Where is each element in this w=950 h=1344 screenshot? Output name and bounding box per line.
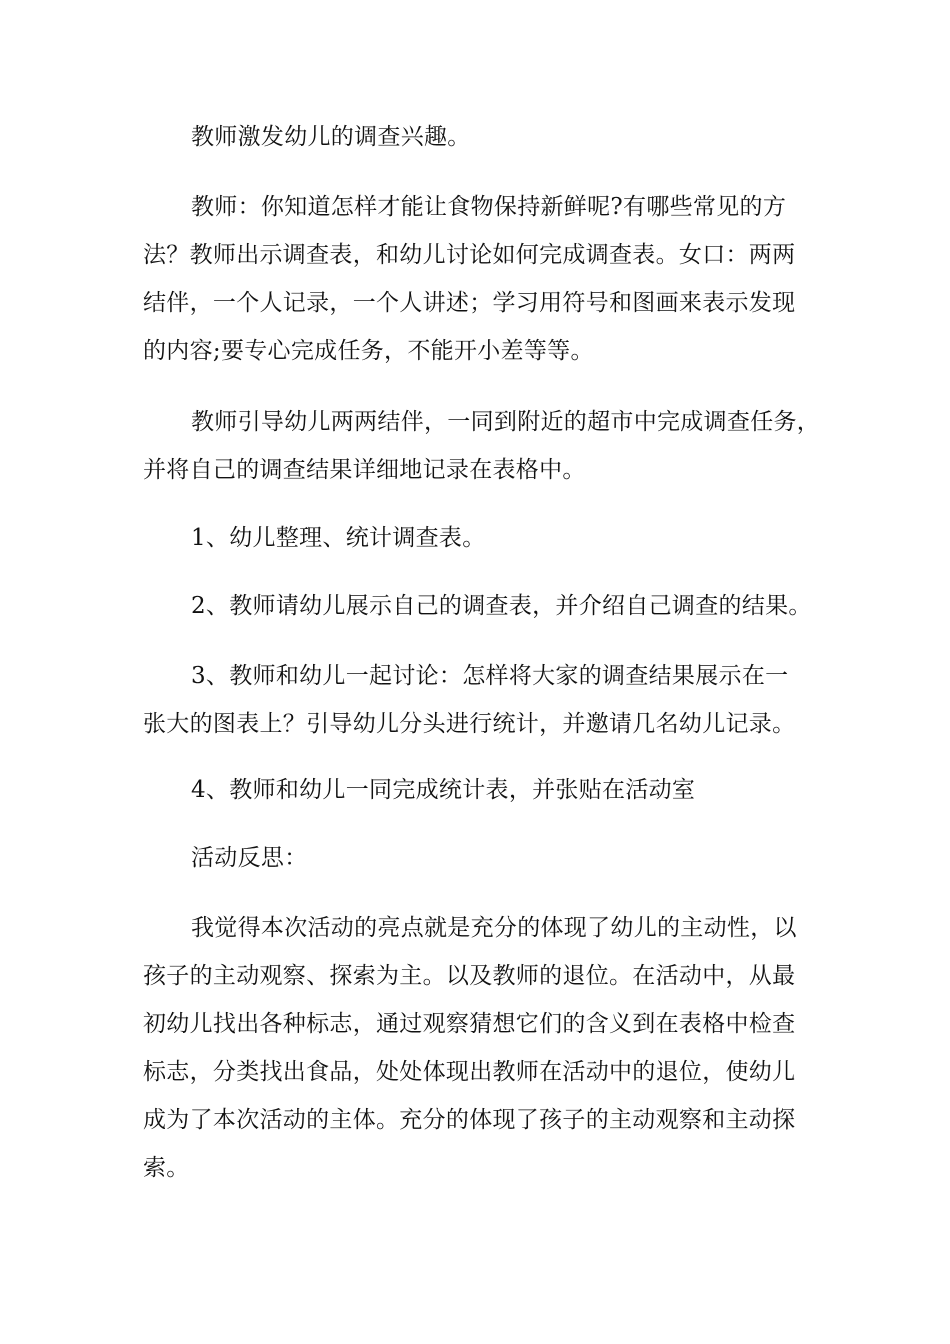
- paragraph-line: 教师引导幼儿两两结伴，一同到附近的超市中完成调查任务，: [191, 409, 821, 435]
- paragraph-line: 4、教师和幼儿一同完成统计表，并张贴在活动室: [191, 777, 696, 803]
- paragraph-line: 成为了本次活动的主体。充分的体现了孩子的主动观察和主动探: [143, 1107, 796, 1133]
- paragraph-9: [143, 904, 813, 1192]
- paragraph-line: 初幼儿找出各种标志，通过观察猜想它们的含义到在表格中检查: [143, 1011, 796, 1037]
- paragraph-4: [143, 514, 813, 562]
- paragraph-line: 的内容;要专心完成任务，不能开小差等等。: [143, 338, 594, 364]
- paragraph-5: [143, 582, 813, 630]
- paragraph-1: [143, 113, 813, 161]
- paragraph-line: 并将自己的调查结果详细地记录在表格中。: [143, 457, 586, 483]
- paragraph-6: [143, 652, 813, 748]
- paragraph-3: [143, 398, 821, 494]
- paragraph-line: 结伴，一个人记录，一个人讲述；学习用符号和图画来表示发现: [143, 290, 796, 316]
- paragraph-line: 我觉得本次活动的亮点就是充分的体现了幼儿的主动性，以: [191, 915, 797, 941]
- paragraph-line: 标志，分类找出食品，处处体现出教师在活动中的退位，使幼儿: [143, 1059, 796, 1085]
- paragraph-line: 活动反思：: [191, 845, 308, 871]
- paragraph-line: 张大的图表上？引导幼儿分头进行统计，并邀请几名幼儿记录。: [143, 711, 796, 737]
- paragraph-line: 孩子的主动观察、探索为主。以及教师的退位。在活动中，从最: [143, 963, 796, 989]
- paragraph-7: [143, 766, 813, 814]
- paragraph-line: 3、教师和幼儿一起讨论：怎样将大家的调查结果展示在一: [191, 663, 789, 689]
- paragraph-8: [143, 834, 813, 882]
- paragraph-2: [143, 183, 813, 375]
- paragraph-line: 教师激发幼儿的调查兴趣。: [191, 124, 471, 150]
- paragraph-line: 1、幼儿整理、统计调查表。: [191, 525, 486, 551]
- paragraph-line: 教师：你知道怎样才能让食物保持新鲜呢?有哪些常见的方: [191, 194, 787, 220]
- paragraph-line: 2、教师请幼儿展示自己的调查表，并介绍自己调查的结果。: [191, 593, 812, 619]
- paragraph-line: 法？教师出示调查表，和幼儿讨论如何完成调查表。女口：两两: [143, 242, 796, 268]
- paragraph-line: 索。: [143, 1155, 190, 1181]
